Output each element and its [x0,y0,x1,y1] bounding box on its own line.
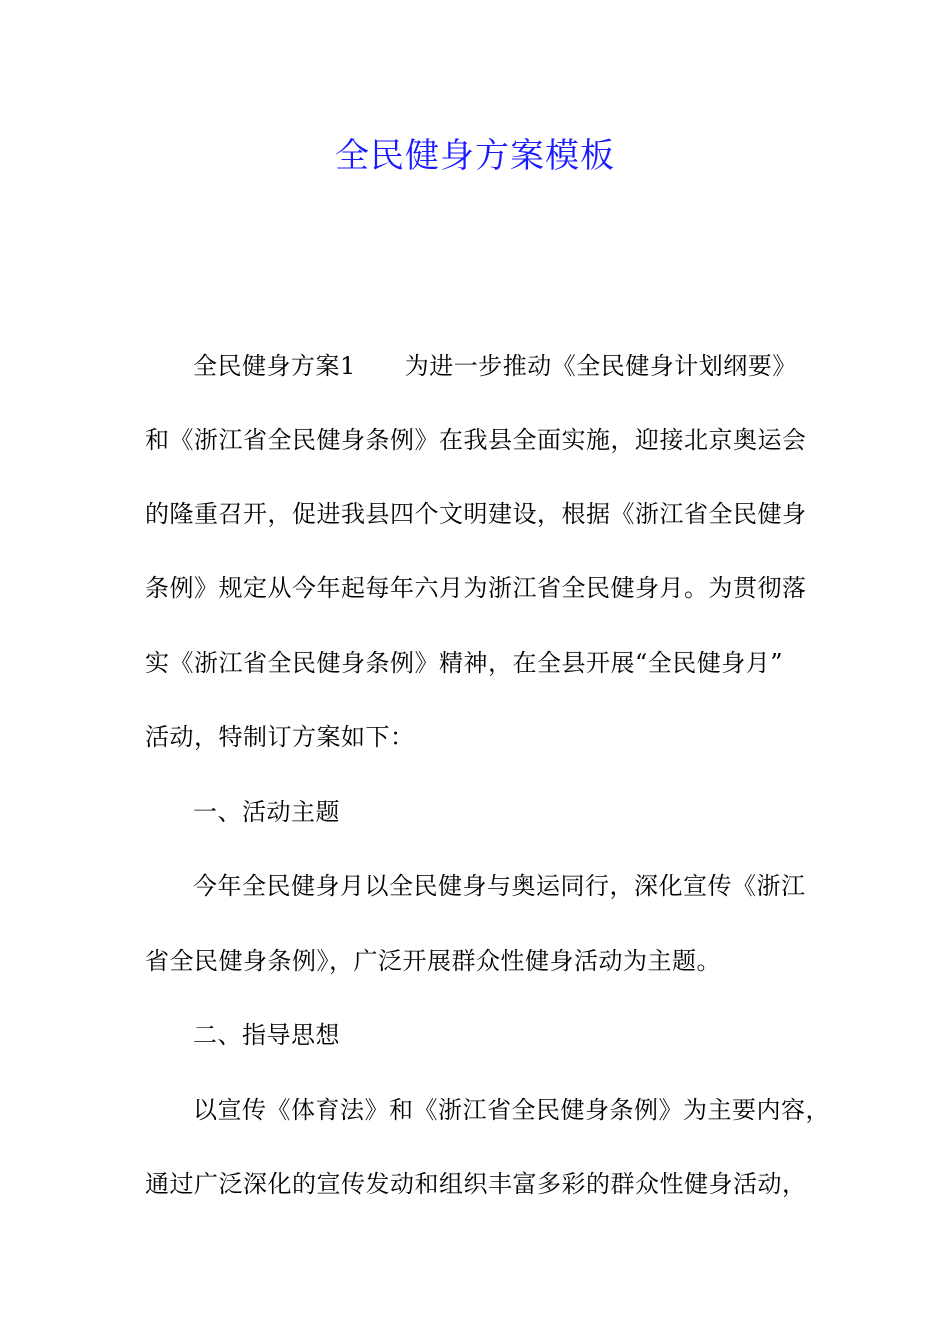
paragraph-line: 的隆重召开，促进我县四个文明建设，根据《浙江省全民健身 [145,500,807,528]
paragraph-line: 全民健身方案1 为进一步推动《全民健身计划纲要》 [193,352,797,380]
paragraph-line: 条例》规定从今年起每年六月为浙江省全民健身月。为贯彻落 [145,574,807,602]
paragraph-line: 活动，特制订方案如下： [145,723,415,751]
section-heading: 一、活动主题 [193,798,340,826]
paragraph-line: 实《浙江省全民健身条例》精神，在全县开展“全民健身月” [145,649,784,677]
paragraph-line: 以宣传《体育法》和《浙江省全民健身条例》为主要内容， [193,1096,830,1124]
paragraph-line: 通过广泛深化的宣传发动和组织丰富多彩的群众性健身活动， [145,1170,807,1198]
paragraph-line: 今年全民健身月以全民健身与奥运同行，深化宣传《浙江 [193,872,806,900]
paragraph-line: 省全民健身条例》，广泛开展群众性健身活动为主题。 [145,947,721,975]
paragraph-line: 和《浙江省全民健身条例》在我县全面实施，迎接北京奥运会 [145,426,807,454]
section-heading: 二、指导思想 [193,1021,340,1049]
document-title: 全民健身方案模板 [335,136,615,176]
